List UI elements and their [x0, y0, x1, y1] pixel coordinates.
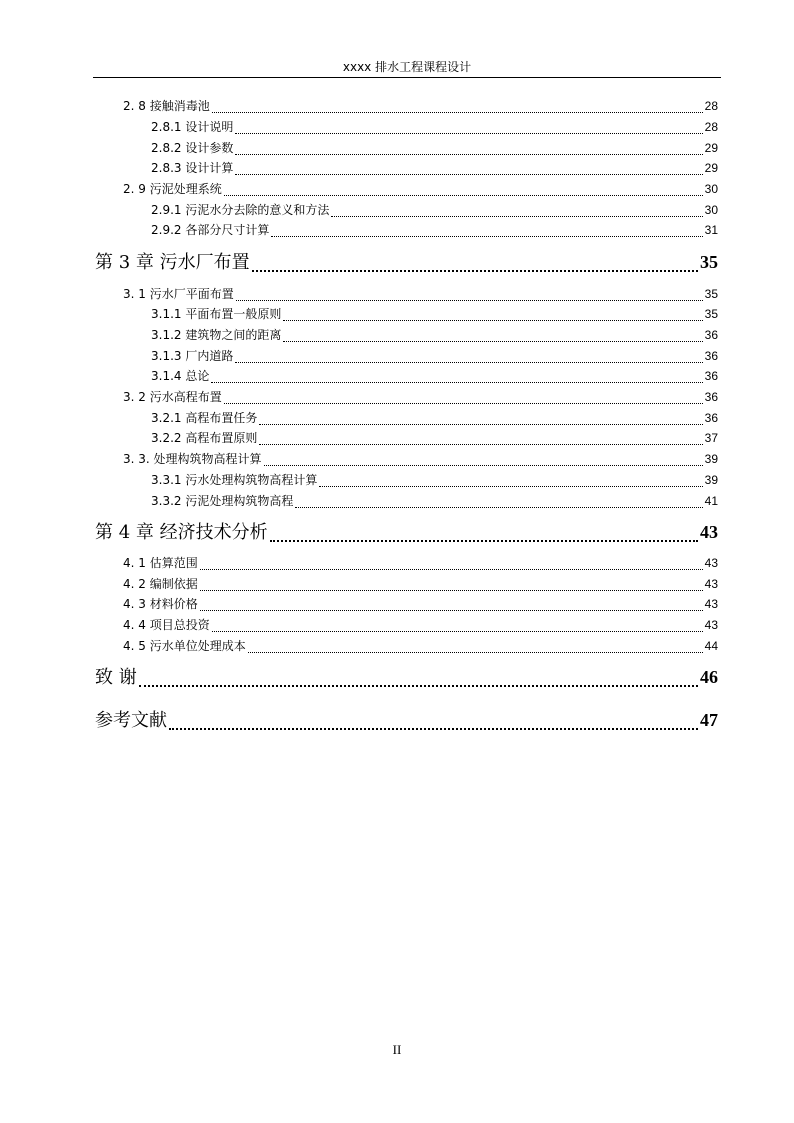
toc-label: 致 谢: [95, 667, 137, 688]
leader-dots: [295, 507, 702, 508]
toc-entry[interactable]: [151, 117, 718, 137]
toc-page-number: 43: [704, 597, 718, 611]
toc-label: 3.1.4 总论: [151, 369, 210, 383]
toc-chapter-entry[interactable]: [95, 663, 718, 691]
toc-entry[interactable]: [151, 470, 718, 490]
toc-entry[interactable]: [123, 553, 718, 573]
toc-label: 3.1.2 建筑物之间的距离: [151, 328, 282, 342]
header-rule: [93, 77, 721, 78]
toc-entry[interactable]: [151, 325, 718, 345]
toc-entry[interactable]: [151, 220, 718, 240]
toc-label: 4. 5 污水单位处理成本: [123, 639, 246, 653]
toc-entry[interactable]: [123, 574, 718, 594]
leader-dots: [235, 133, 702, 134]
toc-page-number: 35: [700, 252, 718, 272]
leader-dots: [264, 465, 703, 466]
toc-page-number: 29: [704, 161, 718, 175]
leader-dots: [139, 685, 698, 687]
toc-entry[interactable]: [151, 304, 718, 324]
toc-page-number: 43: [704, 556, 718, 570]
toc-page-number: 31: [704, 223, 718, 237]
toc-label: 2.9.1 污泥水分去除的意义和方法: [151, 203, 330, 217]
toc-entry[interactable]: [151, 346, 718, 366]
toc-label: 4. 2 编制依据: [123, 577, 198, 591]
leader-dots: [224, 195, 703, 196]
leader-dots: [200, 590, 703, 591]
leader-dots: [211, 382, 702, 383]
toc-page-number: 36: [704, 328, 718, 342]
toc-label: 2.9.2 各部分尺寸计算: [151, 223, 270, 237]
leader-dots: [248, 652, 703, 653]
toc-entry[interactable]: [151, 366, 718, 386]
toc-entry[interactable]: [151, 408, 718, 428]
toc-label: 3.3.2 污泥处理构筑物高程: [151, 494, 294, 508]
toc-entry[interactable]: [123, 96, 718, 116]
toc-label: 3.3.1 污水处理构筑物高程计算: [151, 473, 318, 487]
toc-label: 3. 1 污水厂平面布置: [123, 287, 234, 301]
toc-entry[interactable]: [123, 284, 718, 304]
leader-dots: [271, 236, 702, 237]
toc-page-number: 28: [704, 120, 718, 134]
toc-page-number: 28: [704, 99, 718, 113]
toc-page-number: 41: [704, 494, 718, 508]
leader-dots: [169, 728, 698, 730]
leader-dots: [270, 540, 698, 542]
leader-dots: [283, 341, 702, 342]
toc-label: 第 4 章 经济技术分析: [95, 522, 268, 543]
toc-chapter-entry[interactable]: [95, 706, 718, 734]
toc-label: 3.1.1 平面布置一般原则: [151, 307, 282, 321]
leader-dots: [235, 362, 702, 363]
toc-page-number: 47: [700, 710, 718, 730]
toc-label: 3.2.2 高程布置原则: [151, 431, 258, 445]
leader-dots: [235, 154, 702, 155]
leader-dots: [259, 444, 702, 445]
toc-entry[interactable]: [123, 594, 718, 614]
toc-page-number: 43: [704, 577, 718, 591]
toc-page-number: 30: [704, 203, 718, 217]
toc-entry[interactable]: [123, 449, 718, 469]
toc-entry[interactable]: [123, 179, 718, 199]
toc-page-number: 36: [704, 349, 718, 363]
toc-page-number: 39: [704, 473, 718, 487]
leader-dots: [283, 320, 702, 321]
toc-page-number: 39: [704, 452, 718, 466]
toc-label: 2. 8 接触消毒池: [123, 99, 210, 113]
toc-label: 3. 2 污水高程布置: [123, 390, 222, 404]
leader-dots: [236, 300, 703, 301]
leader-dots: [319, 486, 702, 487]
toc-chapter-entry[interactable]: [95, 248, 718, 276]
toc-label: 3. 3. 处理构筑物高程计算: [123, 452, 262, 466]
toc-label: 2.8.3 设计计算: [151, 161, 234, 175]
toc-entry[interactable]: [123, 615, 718, 635]
leader-dots: [331, 216, 702, 217]
toc-entry[interactable]: [123, 387, 718, 407]
toc-chapter-entry[interactable]: [95, 518, 718, 546]
toc-page-number: 46: [700, 667, 718, 687]
toc-entry[interactable]: [151, 138, 718, 158]
toc-label: 第 3 章 污水厂布置: [95, 252, 250, 273]
toc-page-number: 37: [704, 431, 718, 445]
page-number: II: [392, 1042, 402, 1057]
toc-label: 4. 3 材料价格: [123, 597, 198, 611]
toc-label: 4. 4 项目总投资: [123, 618, 210, 632]
leader-dots: [200, 569, 703, 570]
toc-label: 2.8.2 设计参数: [151, 141, 234, 155]
toc-page-number: 44: [704, 639, 718, 653]
leader-dots: [259, 424, 702, 425]
toc-label: 2. 9 污泥处理系统: [123, 182, 222, 196]
toc-page-number: 29: [704, 141, 718, 155]
toc-page-number: 36: [704, 369, 718, 383]
toc-entry[interactable]: [151, 158, 718, 178]
leader-dots: [252, 270, 698, 272]
toc-label: 3.2.1 高程布置任务: [151, 411, 258, 425]
toc-entry[interactable]: [151, 428, 718, 448]
running-header: xxxx 排水工程课程设计: [342, 60, 472, 74]
toc-page-number: 36: [704, 390, 718, 404]
toc-page-number: 36: [704, 411, 718, 425]
toc-entry[interactable]: [123, 636, 718, 656]
toc-label: 2.8.1 设计说明: [151, 120, 234, 134]
toc-label: 3.1.3 厂内道路: [151, 349, 234, 363]
toc-page-number: 30: [704, 182, 718, 196]
toc-page-number: 43: [704, 618, 718, 632]
toc-label: 4. 1 估算范围: [123, 556, 198, 570]
toc-label: 参考文献: [95, 710, 167, 731]
leader-dots: [212, 631, 703, 632]
toc-entry[interactable]: [151, 200, 718, 220]
leader-dots: [212, 112, 703, 113]
toc-page-number: 35: [704, 307, 718, 321]
toc-page-number: 35: [704, 287, 718, 301]
toc-entry[interactable]: [151, 491, 718, 511]
leader-dots: [224, 403, 703, 404]
toc-page-number: 43: [700, 522, 718, 542]
leader-dots: [200, 610, 703, 611]
leader-dots: [235, 174, 702, 175]
